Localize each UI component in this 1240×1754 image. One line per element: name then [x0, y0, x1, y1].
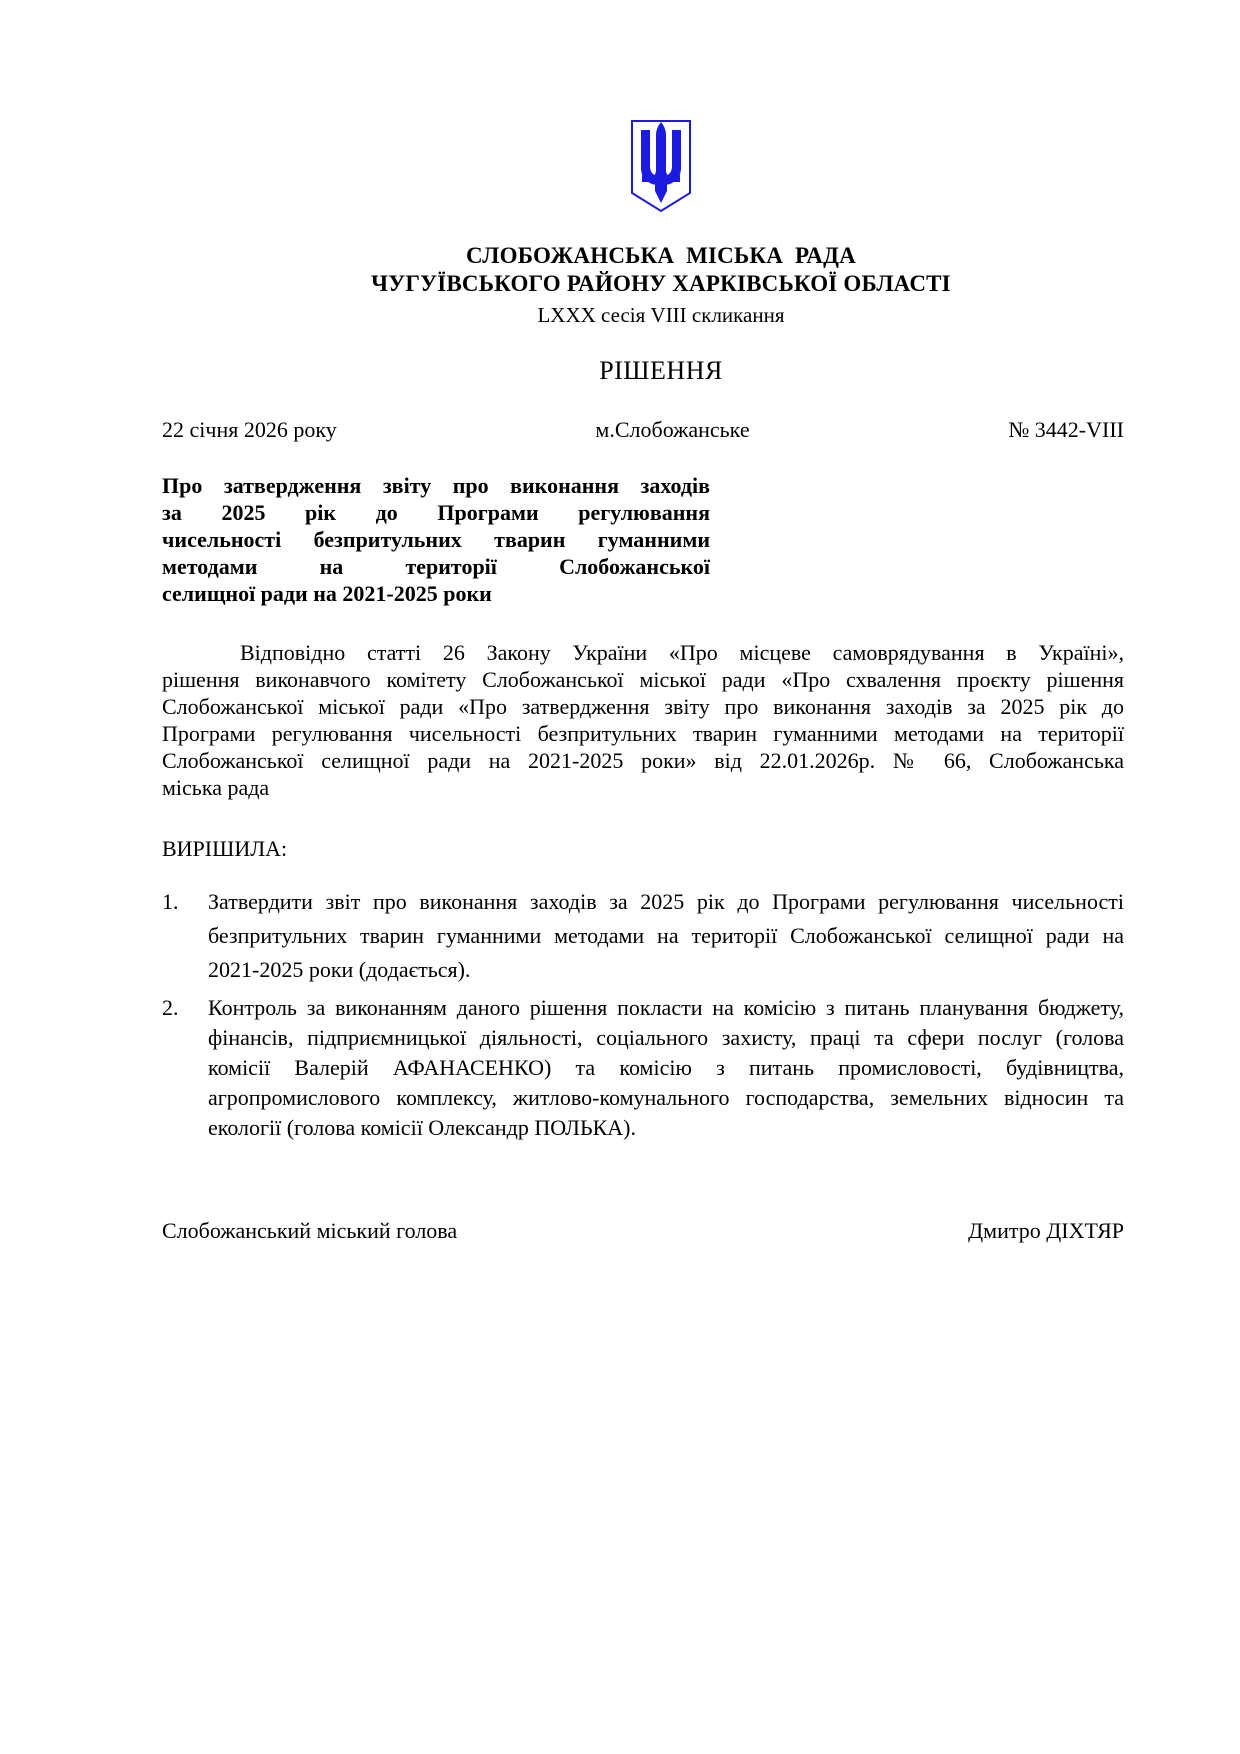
list-item-text — [208, 885, 1124, 987]
list-item-text — [208, 993, 1124, 1143]
subject-line: селищної ради на 2021-2025 роки — [162, 581, 492, 606]
list-item-number: 2. — [162, 995, 179, 1020]
list-item-1 — [162, 885, 1124, 987]
preamble — [162, 639, 1124, 801]
preamble-line: рішення виконавчого комітету Слобожанської міської ради «Про схвалення проєкту рішення — [162, 667, 1124, 692]
list-item-line: безпритульних тварин гуманними методами на території Слобожанської селищної ради на — [208, 923, 1124, 948]
preamble-line: Програми регулювання чисельності безпритульних тварин гуманними методами на території — [162, 721, 1124, 746]
preamble-line: Відповідно статті 26 Закону України «Про місцеве самоврядування в Україні», — [240, 640, 1124, 665]
list-item-2 — [162, 993, 1124, 1143]
council-region: ЧУГУЇВСЬКОГО РАЙОНУ ХАРКІВСЬКОЇ ОБЛАСТІ — [371, 271, 951, 296]
emblem-trident — [641, 122, 681, 203]
session-line: LXXX сесія VIII скликання — [537, 303, 785, 327]
decision-subject — [162, 472, 710, 607]
signer-name: Дмитро ДІХТЯР — [968, 1218, 1124, 1243]
subject-line: чисельності безпритульних тварин гуманними — [162, 527, 710, 552]
resolved-label: ВИРІШИЛА: — [162, 836, 288, 861]
ukraine-trident-emblem-icon — [628, 118, 694, 216]
doc-date: 22 січня 2026 року — [162, 417, 337, 442]
list-item-line: Затвердити звіт про виконання заходів за 2025 рік до Програми регулювання чисельності — [208, 889, 1124, 914]
list-item-line: комісії Валерій АФАНАСЕНКО) та комісію з питань промисловості, будівництва, — [208, 1055, 1124, 1080]
preamble-line: Слобожанської міської ради «Про затвердження звіту про виконання заходів за 2025 рік до — [162, 694, 1124, 719]
meta-row — [162, 416, 1124, 444]
subject-line: методами на території Слобожанської — [162, 554, 710, 579]
list-item-number: 1. — [162, 889, 179, 914]
signature-row — [162, 1217, 1124, 1245]
doc-place: м.Слобожанське — [595, 417, 750, 442]
list-item-line: агропромислового комплексу, житлово-комунального господарства, земельних відносин та — [208, 1085, 1124, 1110]
subject-line: за 2025 рік до Програми регулювання — [162, 500, 710, 525]
document-header — [198, 118, 1124, 386]
list-item-line: екології (голова комісії Олександр ПОЛЬКА). — [208, 1115, 636, 1140]
list-item-line: фінансів, підприємницької діяльності, соціального захисту, праці та сфери послуг (голова — [208, 1025, 1124, 1050]
list-item-line: Контроль за виконанням даного рішення покласти на комісію з питань планування бюджету, — [208, 995, 1124, 1020]
subject-line: Про затвердження звіту про виконання заходів — [162, 473, 710, 498]
council-name: СЛОБОЖАНСЬКА МІСЬКА РАДА — [466, 243, 856, 268]
signer-position: Слобожанський міський голова — [162, 1218, 458, 1243]
preamble-line: міська рада — [162, 775, 270, 800]
list-item-line: 2021-2025 роки (додається). — [208, 957, 471, 982]
preamble-line: Слобожанської селищної ради на 2021-2025 роки» від 22.01.2026р. № 66, Слобожанська — [162, 748, 1124, 773]
doc-number: № 3442-VIII — [1008, 417, 1124, 442]
document-type-title: РІШЕННЯ — [599, 356, 723, 385]
